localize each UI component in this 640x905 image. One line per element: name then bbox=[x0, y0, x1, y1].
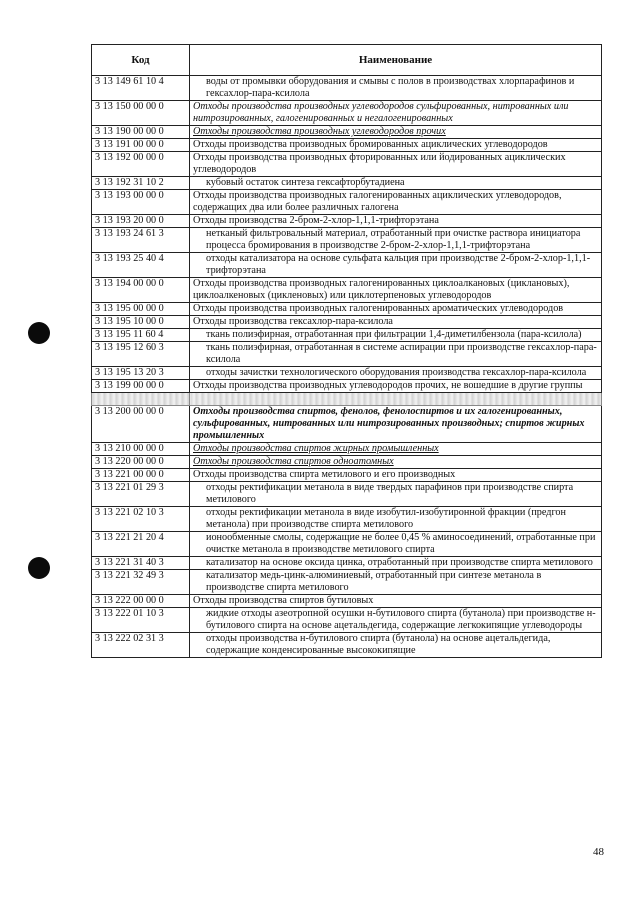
waste-code: 3 13 221 21 20 4 bbox=[92, 532, 190, 557]
punch-hole bbox=[28, 557, 50, 579]
waste-name: Отходы производства производных галогенированных ациклических углеводородов, содержащих два или более различных галогена bbox=[190, 190, 602, 215]
waste-code: 3 13 193 25 40 4 bbox=[92, 253, 190, 278]
table-row bbox=[92, 126, 602, 139]
waste-code: 3 13 193 20 00 0 bbox=[92, 215, 190, 228]
table-row bbox=[92, 152, 602, 177]
waste-code: 3 13 191 00 00 0 bbox=[92, 139, 190, 152]
punch-hole bbox=[28, 322, 50, 344]
table-row bbox=[92, 482, 602, 507]
waste-name: Отходы производства гексахлор-пара-ксилола bbox=[190, 316, 602, 329]
table-body bbox=[92, 76, 602, 658]
table-row bbox=[92, 456, 602, 469]
waste-name: жидкие отходы азеотропной осушки н-бутилового спирта (бутанола) при производстве н-бутилового спирта на основе ацетальдегида, содержащие легкокипящие углеводороды bbox=[190, 608, 602, 633]
table-row bbox=[92, 329, 602, 342]
table-row bbox=[92, 253, 602, 278]
waste-code: 3 13 221 00 00 0 bbox=[92, 469, 190, 482]
waste-name: ионообменные смолы, содержащие не более 0,45 % аминосоединений, отработанные при очистке метанола в производстве метилового спирта bbox=[190, 532, 602, 557]
table-row bbox=[92, 443, 602, 456]
waste-code: 3 13 210 00 00 0 bbox=[92, 443, 190, 456]
table-row bbox=[92, 342, 602, 367]
waste-name: Отходы производства производных углеводородов сульфированных, нитрованных или нитрозированных, галогенированных и негалогенированных bbox=[190, 101, 602, 126]
table-row bbox=[92, 215, 602, 228]
table-row bbox=[92, 532, 602, 557]
waste-code: 3 13 221 31 40 3 bbox=[92, 557, 190, 570]
waste-name: отходы ректификации метанола в виде твердых парафинов при производстве спирта метилового bbox=[190, 482, 602, 507]
waste-code: 3 13 193 00 00 0 bbox=[92, 190, 190, 215]
waste-name: катализатор медь-цинк-алюминиевый, отработанный при синтезе метанола в производстве спирта метилового bbox=[190, 570, 602, 595]
waste-code: 3 13 220 00 00 0 bbox=[92, 456, 190, 469]
waste-name: Отходы производства производных галогенированных циклоалкановых (циклановых), циклоалкеновых (цикленовых) или циклотерпеновых углеводородов bbox=[190, 278, 602, 303]
waste-name bbox=[190, 393, 602, 406]
waste-code: 3 13 195 11 60 4 bbox=[92, 329, 190, 342]
waste-code: 3 13 195 00 00 0 bbox=[92, 303, 190, 316]
table-row bbox=[92, 316, 602, 329]
waste-name: Отходы производства производных бромированных ациклических углеводородов bbox=[190, 139, 602, 152]
table-row bbox=[92, 76, 602, 101]
table-row bbox=[92, 393, 602, 406]
waste-code: 3 13 195 10 00 0 bbox=[92, 316, 190, 329]
waste-code: 3 13 222 01 10 3 bbox=[92, 608, 190, 633]
table-row bbox=[92, 570, 602, 595]
table-row bbox=[92, 406, 602, 443]
table-header-row bbox=[92, 45, 602, 76]
waste-name: Отходы производства производных углеводородов прочих bbox=[190, 126, 602, 139]
table-row bbox=[92, 303, 602, 316]
waste-name: Отходы производства 2-бром-2-хлор-1,1,1-трифторэтана bbox=[190, 215, 602, 228]
column-header-name: Наименование bbox=[190, 45, 602, 76]
waste-code: 3 13 221 32 49 3 bbox=[92, 570, 190, 595]
waste-code bbox=[92, 393, 190, 406]
column-header-code: Код bbox=[92, 45, 190, 76]
table-row bbox=[92, 469, 602, 482]
waste-code: 3 13 221 02 10 3 bbox=[92, 507, 190, 532]
waste-name: Отходы производства спиртов жирных промышленных bbox=[190, 443, 602, 456]
waste-name: отходы производства н-бутилового спирта (бутанола) на основе ацетальдегида, содержащие конденсированные высококипящие bbox=[190, 633, 602, 658]
waste-code: 3 13 195 13 20 3 bbox=[92, 367, 190, 380]
table-row bbox=[92, 101, 602, 126]
waste-name: кубовый остаток синтеза гексафторбутадиена bbox=[190, 177, 602, 190]
waste-name: отходы ректификации метанола в виде изобутил-изобутиронной фракции (предгон метанола) при производстве спирта метилового bbox=[190, 507, 602, 532]
waste-name: воды от промывки оборудования и смывы с полов в производствах хлорпарафинов и гексахлор-пара-ксилола bbox=[190, 76, 602, 101]
table-row bbox=[92, 380, 602, 393]
waste-name: ткань полиэфирная, отработанная в системе аспирации при производстве гексахлор-пара-ксилола bbox=[190, 342, 602, 367]
waste-name: Отходы производства спиртов бутиловых bbox=[190, 595, 602, 608]
waste-code: 3 13 193 24 61 3 bbox=[92, 228, 190, 253]
waste-code: 3 13 149 61 10 4 bbox=[92, 76, 190, 101]
table-row bbox=[92, 608, 602, 633]
table-row bbox=[92, 177, 602, 190]
waste-code: 3 13 190 00 00 0 bbox=[92, 126, 190, 139]
waste-name: нетканый фильтровальный материал, отработанный при очистке раствора инициатора процесса бромирования в производстве 2-бром-2-хлор-1,1,1-трифторэтана bbox=[190, 228, 602, 253]
table-row bbox=[92, 367, 602, 380]
waste-name: ткань полиэфирная, отработанная при фильтрации 1,4-диметилбензола (пара-ксилола) bbox=[190, 329, 602, 342]
waste-code: 3 13 222 02 31 3 bbox=[92, 633, 190, 658]
waste-name: Отходы производства производных галогенированных ароматических углеводородов bbox=[190, 303, 602, 316]
waste-code: 3 13 194 00 00 0 bbox=[92, 278, 190, 303]
waste-code: 3 13 192 31 10 2 bbox=[92, 177, 190, 190]
waste-code: 3 13 195 12 60 3 bbox=[92, 342, 190, 367]
table-row bbox=[92, 633, 602, 658]
waste-name: Отходы производства спиртов одноатомных bbox=[190, 456, 602, 469]
table-row bbox=[92, 595, 602, 608]
waste-code: 3 13 192 00 00 0 bbox=[92, 152, 190, 177]
waste-name: отходы катализатора на основе сульфата кальция при производстве 2-бром-2-хлор-1,1,1-трифторэтана bbox=[190, 253, 602, 278]
waste-name: отходы зачистки технологического оборудования производства гексахлор-пара-ксилола bbox=[190, 367, 602, 380]
waste-code: 3 13 150 00 00 0 bbox=[92, 101, 190, 126]
waste-code: 3 13 221 01 29 3 bbox=[92, 482, 190, 507]
waste-name: Отходы производства производных углеводородов прочих, не вошедшие в другие группы bbox=[190, 380, 602, 393]
waste-code: 3 13 222 00 00 0 bbox=[92, 595, 190, 608]
waste-name: катализатор на основе оксида цинка, отработанный при производстве спирта метилового bbox=[190, 557, 602, 570]
waste-code: 3 13 200 00 00 0 bbox=[92, 406, 190, 443]
waste-name: Отходы производства спирта метилового и его производных bbox=[190, 469, 602, 482]
table-row bbox=[92, 557, 602, 570]
table-row bbox=[92, 228, 602, 253]
waste-name: Отходы производства производных фторированных или йодированных ациклических углеводородов bbox=[190, 152, 602, 177]
waste-code: 3 13 199 00 00 0 bbox=[92, 380, 190, 393]
page-number: 48 bbox=[593, 846, 604, 858]
table-row bbox=[92, 139, 602, 152]
table-row bbox=[92, 507, 602, 532]
waste-name: Отходы производства спиртов, фенолов, фенолоспиртов и их галогенированных, сульфированных, нитрованных или нитрозированных производных; спиртов жирных промышленных bbox=[190, 406, 602, 443]
waste-classification-table bbox=[91, 44, 602, 658]
table-row bbox=[92, 190, 602, 215]
table-row bbox=[92, 278, 602, 303]
